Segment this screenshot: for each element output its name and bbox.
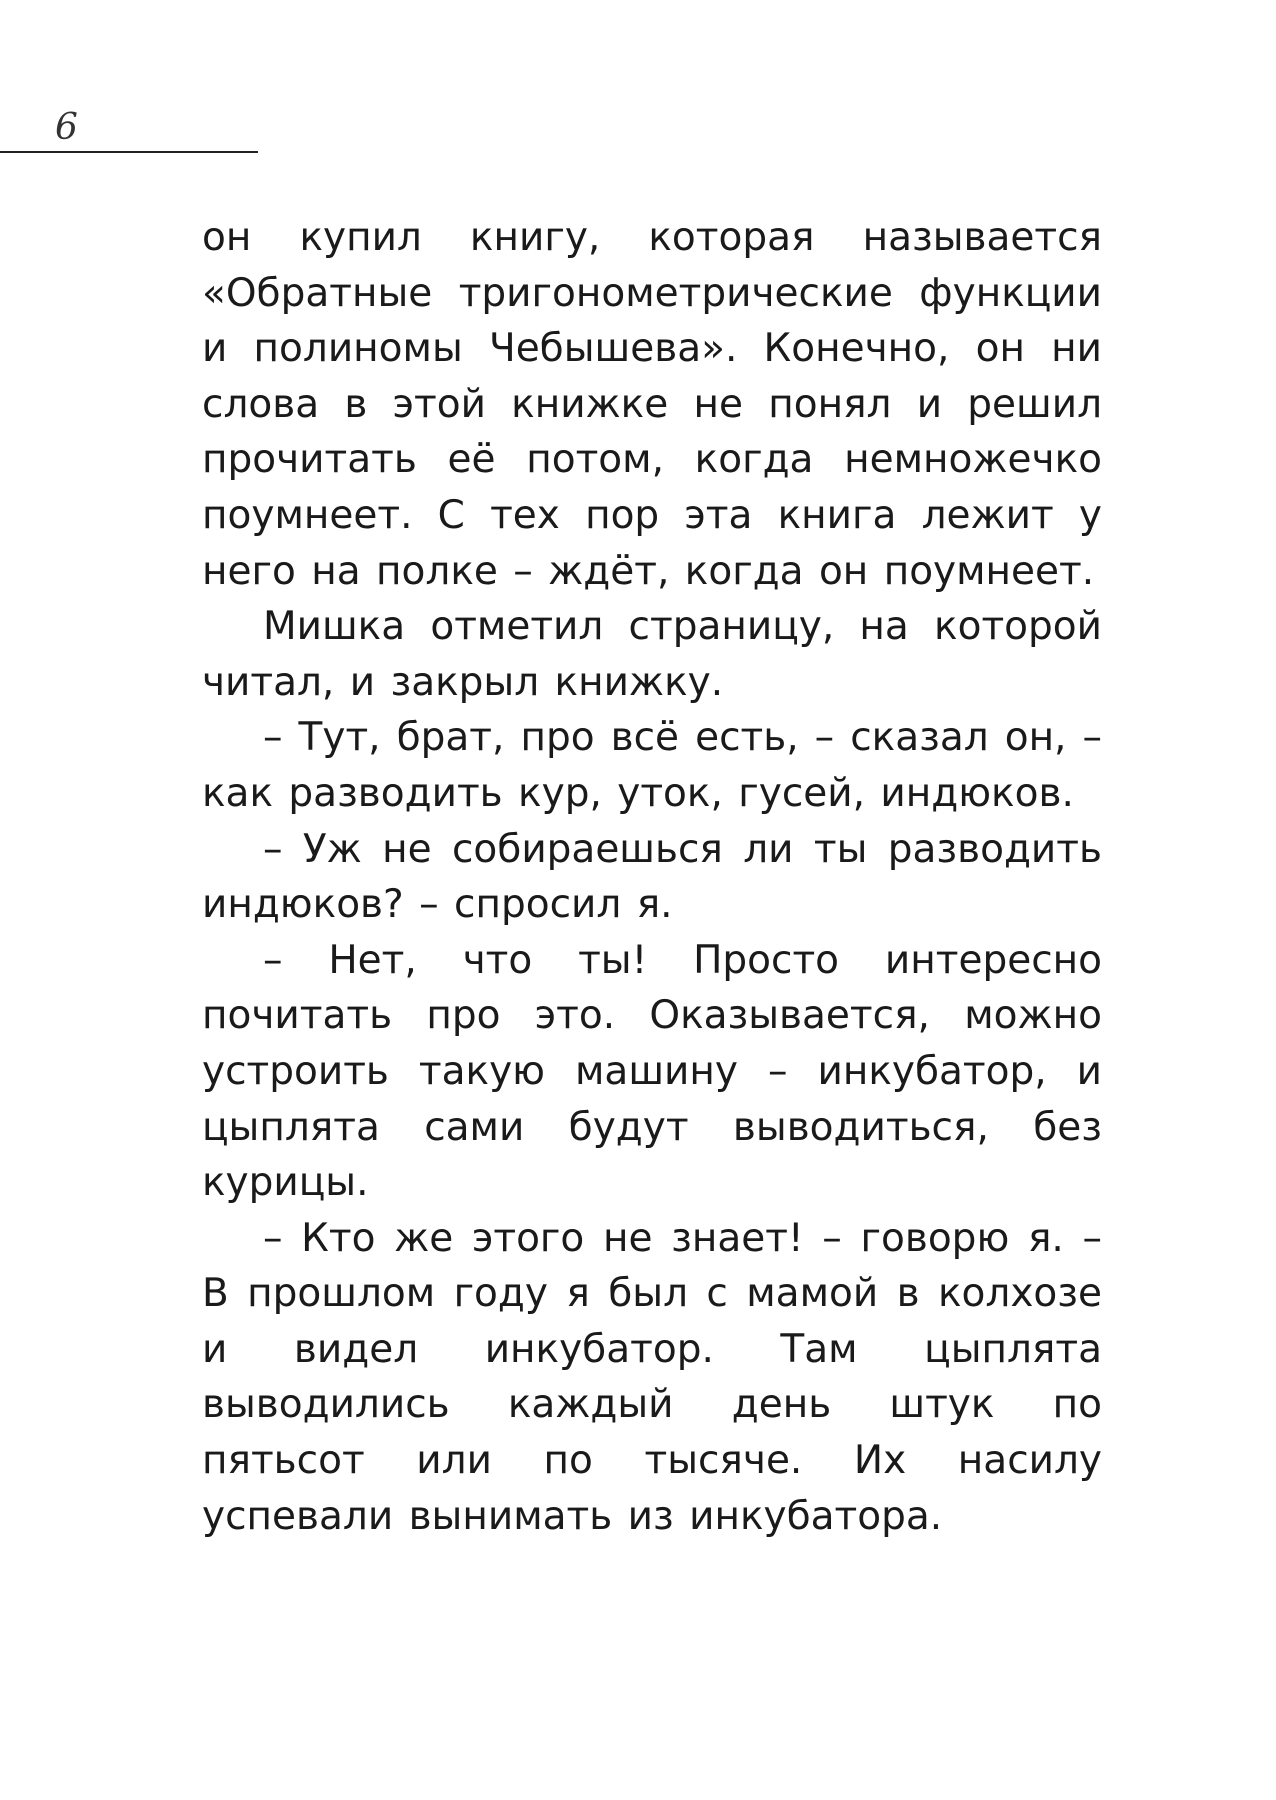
page-number: 6 [55,107,78,148]
paragraph: Мишка отметил страницу, на которой читал, и закрыл книжку. [202,604,1102,705]
header-rule [0,151,258,153]
paragraph: – Тут, брат, про всё есть, – сказал он, – как разводить кур, уток, гусей, индюков. [202,715,1102,816]
paragraph: – Уж не собираешься ли ты разводить индюков? – спросил я. [202,826,1102,928]
paragraph: он купил книгу, которая называется «Обратные тригонометрические функции и полиномы Чебышева». Конечно, он ни слова в этой книжке не понял и решил прочитать её потом, когда немножечко поумнеет. С тех пор эта книга лежит у него на полке – ждёт, когда он поумнеет. [202,215,1102,594]
paragraph: – Нет, что ты! Просто интересно почитать про это. Оказывается, можно устроить такую машину – инкубатор, и цыплята сами будут выводиться, без курицы. [202,937,1102,1206]
body-text [202,210,1102,1544]
paragraph: – Кто же этого не знает! – говорю я. – В прошлом году я был с мамой в колхозе и видел инкубатор. Там цыплята выводились каждый день штук по пятьсот или по тысяче. Их насилу успевали вынимать из инкубатора. [202,1215,1102,1539]
